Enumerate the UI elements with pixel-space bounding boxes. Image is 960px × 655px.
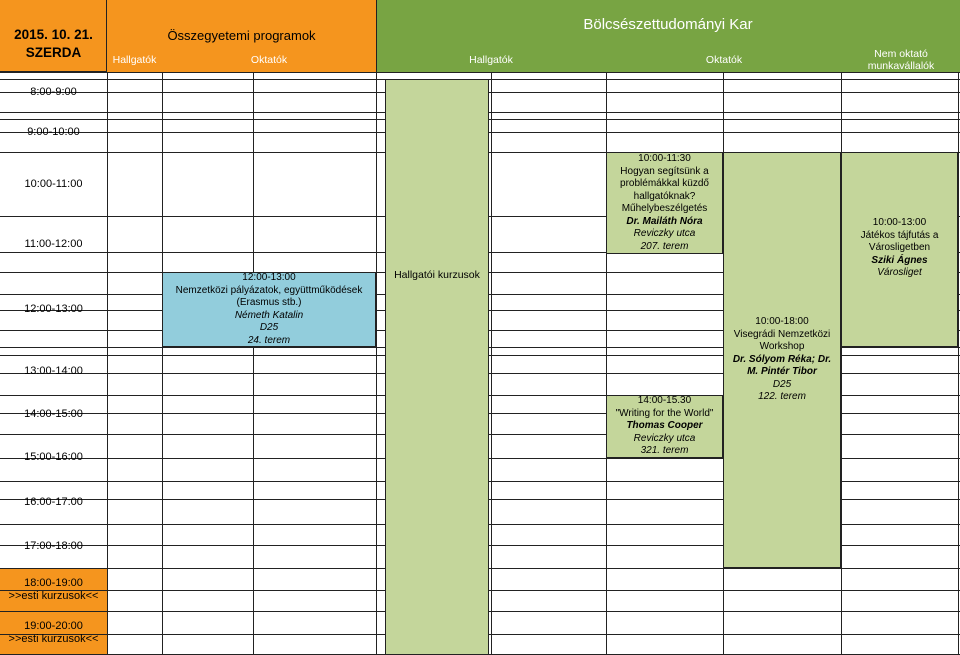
date-line2: SZERDA [25,45,82,60]
time-label: 8:00-9:00 [30,85,77,98]
grid-col-line [491,72,492,655]
time-17 [0,524,107,568]
date-line1: 2015. 10. 21. [14,27,93,42]
event-room: 207. terem [640,240,689,252]
event-person: Dr. Mailáth Nóra [626,215,703,227]
event-building: D25 [259,322,279,333]
grid-col-line [162,72,163,655]
time-label: 9:00-10:00 [27,125,80,138]
event-time: 10:00-18:00 [755,316,809,327]
time-11 [0,216,107,272]
time-label: 14:00-15:00 [24,408,83,420]
time-label: 13:00-14:00 [24,364,83,377]
event-visegradi[interactable] [723,152,841,568]
col-oktatok-2: Oktatók [705,54,743,66]
time-sub: >>esti kurzusok<< [8,589,99,602]
event-title: "Writing for the World" [615,407,714,419]
event-title: Játékos tájfutás a Városligetben [860,229,939,253]
col-hallgatok-2: Hallgatók [469,54,513,66]
event-room: 24. terem [247,334,291,346]
event-writing[interactable] [606,395,723,458]
col-hallgatok-1: Hallgatók [112,54,157,66]
event-hogyan[interactable] [606,152,723,254]
time-13 [0,347,107,395]
group1-title: Összegyetemi programok [167,27,316,43]
time-label: 15:00-16:00 [24,451,83,463]
time-label: 11:00-12:00 [24,237,83,250]
grid-col-line [376,72,377,655]
grid-col-line [958,72,959,655]
event-title: Hallgatói kurzusok [394,269,480,281]
time-14 [0,395,107,434]
event-building: Reviczky utca [633,432,696,444]
group2-title: Bölcsészettudományi Kar [583,15,753,33]
time-19 [0,611,107,655]
event-place: Városliget [877,267,922,278]
time-label: 17:00-18:00 [24,539,83,552]
event-title: Hogyan segítsünk a problémákkal küzdő hallgatóknak? [620,165,709,202]
time-label: 10:00-11:00 [24,177,83,190]
col-oktatok-1: Oktatók [250,54,288,66]
event-hallgatoi-kurzusok[interactable] [385,79,489,655]
event-jatekos[interactable] [841,152,958,347]
grid-col-line [107,72,108,655]
date-label [0,22,107,66]
event-title: Visegrádi Nemzetközi Workshop [733,328,831,352]
event-subtitle: Műhelybeszélgetés [621,203,708,214]
time-label: 19:00-20:00 [24,620,83,632]
event-person: Thomas Cooper [626,420,703,432]
event-person: Dr. Sólyom Réka; Dr. M. Pintér Tibor [732,353,832,377]
event-title: Nemzetközi pályázatok, együttműködések (Erasmus stb.) [175,284,363,308]
time-label: 16:00-17:00 [24,496,83,508]
event-person: Sziki Ágnes [871,254,928,266]
event-person: Németh Katalin [234,309,304,321]
event-building: D25 [772,378,792,390]
event-time: 10:00-13:00 [872,217,927,228]
time-12 [0,272,107,347]
time-label: 12:00-13:00 [24,303,83,315]
time-sub: >>esti kurzusok<< [8,633,99,645]
event-time: 10:00-11:30 [638,153,691,164]
time-18 [0,568,107,611]
time-15 [0,434,107,481]
grid-col-line [253,72,254,655]
event-room: 321. terem [640,445,689,457]
time-16 [0,481,107,524]
time-10 [0,152,107,216]
event-time: 14:00-15.30 [637,395,692,407]
event-nemzetkozi[interactable] [162,272,376,347]
event-building: Reviczky utca [633,228,696,239]
time-label: 18:00-19:00 [24,576,83,589]
event-room: 122. terem [758,391,806,402]
time-8 [0,72,107,112]
time-9 [0,112,107,152]
col-nem-oktato: Nem oktató munkavállalók [867,48,935,72]
event-time: 12:00-13:00 [242,272,296,283]
grid-row-line [0,72,960,73]
